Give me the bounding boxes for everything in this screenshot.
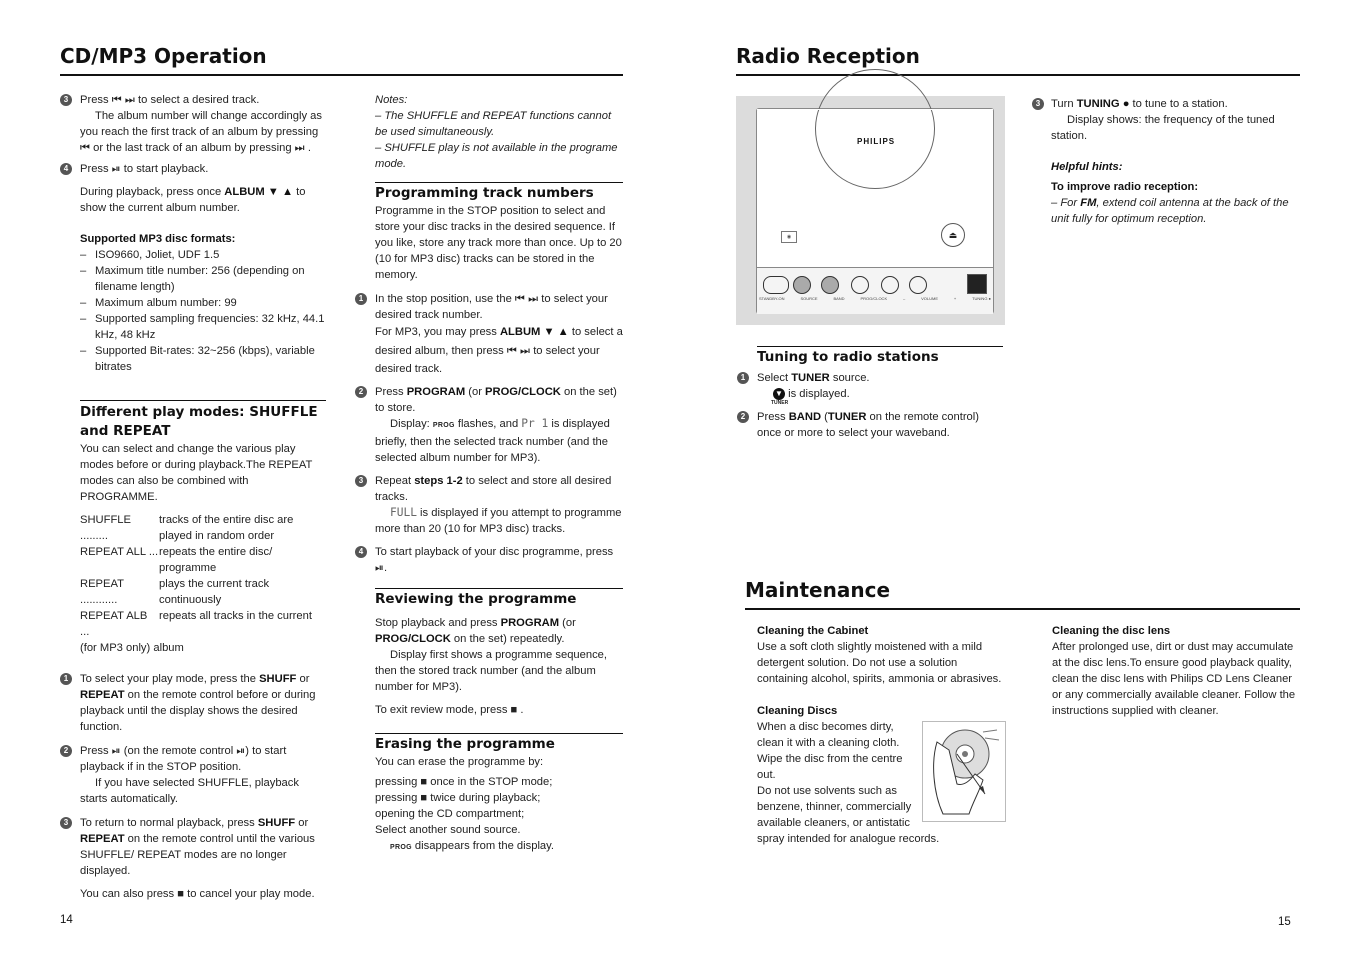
step-4-text: Press ⏯ to start playback. [80, 163, 209, 175]
button-label: BAND [833, 296, 845, 301]
prog-step-2-text: Press PROGRAM (or PROG/CLOCK on the set) to store. [375, 385, 617, 414]
tuning-step-2-text: Press BAND (TUNER on the remote control) once or more to select your waveband. [757, 411, 979, 439]
lcd-pr-text: Pr 1 [521, 416, 549, 430]
cancel-hint: You can also press ■ to cancel your play mode. [80, 888, 315, 900]
discs-text-1: When a disc becomes dirty, clean it with a cleaning cloth. Wipe the disc from the centre out. [757, 721, 903, 781]
button-label: STANDBY-ON [759, 296, 785, 301]
button-labels [759, 296, 991, 302]
tuning-step-number-2: 2 [737, 411, 749, 423]
erase-line: pressing ■ once in the STOP mode; [375, 775, 553, 788]
disc-cleaning-illustration [922, 721, 1006, 822]
page-title-radio: Radio Reception [736, 44, 920, 68]
list-item: – Maximum title number: 256 (depending on filename length) [80, 265, 305, 293]
modes-section [80, 400, 326, 656]
mode-step-number-1: 1 [60, 673, 72, 685]
tuning-step-3-text: Turn TUNING ● to tune to a station. [1051, 98, 1228, 110]
title-rule [60, 74, 623, 76]
left-column-2 [358, 92, 623, 856]
step-number-4: 4 [60, 163, 72, 175]
lens-text: After prolonged use, dirt or dust may accumulate at the disc lens.To ensure good playback quality, clean the disc lens with Philips CD Lens Cleaner or any commercially available cleaner. Follow the instructions supplied with cleaner. [1052, 641, 1296, 717]
prog-step-1-text: In the stop position, use the ⏮ ⏭ to select your desired track number. [375, 293, 608, 321]
prog-step-1-mp3: For MP3, you may press ALBUM ▼ ▲ to select a desired album, then press ⏮ ⏭ to select your desired track. [375, 326, 623, 375]
review-exit: To exit review mode, press ■ . [375, 703, 524, 716]
page-title-cd-mp3: CD/MP3 Operation [60, 44, 267, 68]
mode-tail: (for MP3 only) album [80, 642, 184, 654]
notes-title: Notes: [375, 94, 408, 106]
mode-step-number-3: 3 [60, 817, 72, 829]
erase-line: pressing ■ twice during playback; [375, 791, 541, 804]
prog-step-4-text: To start playback of your disc programme, press ⏯. [375, 545, 614, 574]
hint-text: – For FM, extend coil antenna at the back of the unit fully for optimum reception. [1051, 197, 1289, 225]
page-title-maintenance: Maintenance [745, 578, 891, 602]
tuner-icon-label: TUNER [771, 400, 789, 406]
band-button[interactable] [821, 276, 839, 294]
list-item: – Maximum album number: 99 [80, 297, 237, 309]
tuning-step-1-sub: ▼ is displayed. TUNER [771, 388, 850, 406]
modes-heading: Different play modes: SHUFFLE and REPEAT [80, 404, 318, 439]
tuning-step-number-1: 1 [737, 372, 749, 384]
prog-heading: Programming track numbers [375, 185, 594, 201]
step-number-3: 3 [60, 94, 72, 106]
prog-step-3-sub: FULL is displayed if you attempt to programme more than 20 (10 for MP3 disc) tracks. [375, 505, 622, 535]
hand-disc-icon [923, 722, 1005, 821]
control-panel [757, 267, 993, 314]
formats-list [60, 247, 326, 375]
list-item: – Supported sampling frequencies: 32 kHz, 44.1 kHz, 48 kHz [80, 313, 325, 341]
note-1: – The SHUFFLE and REPEAT functions cannot be used simultaneously. [375, 110, 612, 138]
eject-button[interactable]: ⏏ [941, 223, 965, 247]
maintenance-column-2 [1052, 623, 1300, 719]
mode-step-2-text: Press ⏯ (on the remote control ⏯) to start playback if in the STOP position. [80, 745, 287, 773]
tuning-knob[interactable] [967, 274, 987, 294]
prog-step-number-1: 1 [355, 293, 367, 305]
tuning-step-3-sub: Display shows: the frequency of the tuned station. [1051, 114, 1275, 142]
prog-section [375, 182, 623, 283]
erase-tail: PROG disappears from the display. [390, 839, 555, 852]
button-label: SOURCE [800, 296, 818, 301]
discs-title: Cleaning Discs [757, 705, 838, 717]
cabinet-text: Use a soft cloth slightly moistened with a mild detergent solution. Do not use a solution containing alcohol, spirits, ammonia or abrasives. [757, 641, 1002, 685]
review-text: Stop playback and press PROGRAM (or PROG/CLOCK on the set) repeatedly. [375, 616, 576, 645]
volume-up-button[interactable] [909, 276, 927, 294]
prog-step-number-4: 4 [355, 546, 367, 558]
prog-step-3-text: Repeat steps 1-2 to select and store all desired tracks. [375, 474, 612, 503]
button-label: PROG/CLOCK [860, 296, 888, 301]
review-section [375, 588, 623, 718]
formats-title: Supported MP3 disc formats: [80, 233, 236, 245]
erase-line: opening the CD compartment; [375, 807, 525, 820]
prog-step-2-display: Display: PROG flashes, and Pr 1 is displayed briefly, then the selected track number (and the selected album number for MP3). [375, 416, 610, 464]
tuning-section [740, 346, 1003, 441]
tuning-step-1-text: Select TUNER source. [757, 372, 870, 384]
step-3-text: Press ⏮ ⏭ to select a desired track. [80, 94, 260, 106]
tuning-step-3-section [1035, 96, 1300, 227]
title-rule [736, 74, 1300, 76]
device-illustration [736, 96, 1005, 325]
prog-intro: Programme in the STOP position to select and store your disc tracks in the desired sequence. If you like, store any track more than once. Up to 20 (10 for MP3 disc) tracks can be stored in the memory. [375, 205, 622, 281]
list-item: – ISO9660, Joliet, UDF 1.5 [80, 249, 220, 261]
volume-down-button[interactable] [881, 276, 899, 294]
erase-line: Select another sound source. [375, 823, 521, 836]
album-hint: During playback, press once ALBUM ▼ ▲ to show the current album number. [80, 186, 306, 214]
brand-logo: PHILIPS [857, 137, 896, 146]
page-number-right: 15 [1278, 916, 1291, 928]
erase-section [375, 733, 623, 856]
discs-text-3: spray intended for analogue records. [757, 833, 940, 845]
mode-step-3-text: To return to normal playback, press SHUFF or REPEAT on the remote control until the various SHUFFLE/ REPEAT modes are no longer displayed. [80, 817, 315, 877]
mode-step-2-sub: If you have selected SHUFFLE, playback starts automatically. [80, 777, 299, 805]
prog-indicator: PROG [390, 843, 412, 851]
standby-button[interactable] [763, 276, 789, 294]
prog-step-number-3: 3 [355, 475, 367, 487]
modes-intro: You can select and change the various play modes before or during playback.The REPEAT modes can also be combined with PROGRAMME. [80, 443, 313, 503]
hints-subtitle: To improve radio reception: [1051, 181, 1199, 193]
review-heading: Reviewing the programme [375, 590, 577, 607]
device-body [756, 108, 994, 314]
prog-clock-button[interactable] [851, 276, 869, 294]
button-label: – [902, 296, 906, 301]
tuning-step-number-3: 3 [1032, 98, 1044, 110]
erase-intro: You can erase the programme by: [375, 755, 544, 768]
left-column-1 [60, 92, 326, 902]
step-3-sub: The album number will change accordingly as you reach the first track of an album by pressing ⏮ or the last track of an album by pressing ⏭ . [80, 110, 322, 154]
mode-row: REPEAT ALL ... repeats the entire disc/ programme [80, 546, 273, 574]
lens-title: Cleaning the disc lens [1052, 625, 1171, 637]
list-item: – Supported Bit-rates: 32~256 (kbps), variable bitrates [80, 345, 315, 373]
discs-text-2: Do not use solvents such as benzene, thinner, commercially available cleaners, or antistatic [757, 785, 912, 829]
tuner-icon: ▼ [773, 388, 785, 400]
cabinet-title: Cleaning the Cabinet [757, 625, 869, 637]
mode-step-number-2: 2 [60, 745, 72, 757]
note-2: – SHUFFLE play is not available in the programe mode. [375, 142, 618, 170]
mode-step-1-text: To select your play mode, press the SHUFF or REPEAT on the remote control before or during playback until the display shows the desired function. [80, 673, 316, 733]
prog-step-number-2: 2 [355, 386, 367, 398]
button-label: TUNING ● [972, 296, 991, 301]
button-label: + [953, 296, 957, 301]
lcd-full-text: FULL [390, 505, 417, 519]
cd-logo-icon: ◉ [781, 231, 797, 243]
mode-row: SHUFFLE ......... tracks of the entire disc are played in random order [80, 514, 294, 542]
cd-door-icon [815, 69, 935, 189]
prog-indicator: PROG [432, 421, 455, 429]
mode-row: REPEAT ............ plays the current track continuously [80, 578, 270, 606]
button-label: VOLUME [921, 296, 938, 301]
review-sub: Display first shows a programme sequence, then the stored track number (and the album number for MP3). [375, 648, 608, 693]
tuning-heading: Tuning to radio stations [757, 349, 939, 365]
hints-title: Helpful hints: [1051, 161, 1123, 173]
source-button[interactable] [793, 276, 811, 294]
erase-heading: Erasing the programme [375, 735, 555, 752]
title-rule [745, 608, 1300, 610]
page-number-left: 14 [60, 914, 73, 926]
mode-row: REPEAT ALB ... repeats all tracks in the current [80, 610, 312, 638]
